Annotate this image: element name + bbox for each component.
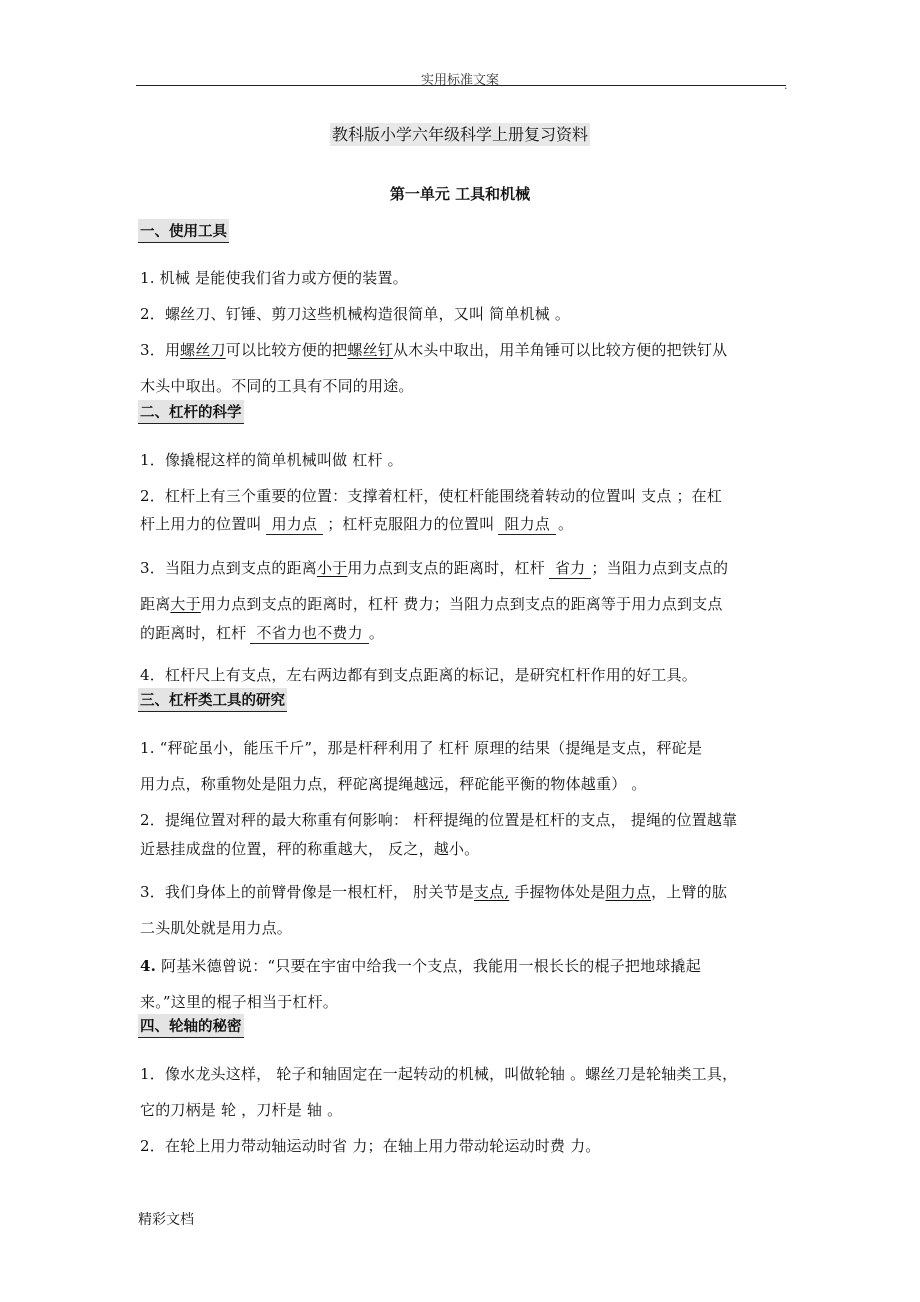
paragraph-line: 1．像撬棍这样的简单机械叫做 杠杆 。	[140, 451, 403, 469]
section-heading-2: 二、杠杆的科学	[138, 400, 244, 424]
text-run: 阿基米德曾说：“只要在宇宙中给我一个支点，我能用一根长长的棍子把地球撬起	[156, 957, 701, 975]
text-run: 。	[368, 624, 385, 642]
section-heading-1: 一、使用工具	[138, 219, 229, 243]
text-run: ；杠杆克服阻力的位置叫	[327, 515, 495, 533]
paragraph-line	[140, 557, 728, 579]
section-heading-3: 三、杠杆类工具的研究	[138, 688, 287, 712]
item-number: 4.	[140, 957, 157, 975]
paragraph-line	[140, 955, 701, 976]
paragraph-line	[140, 593, 723, 614]
paragraph-line	[140, 881, 727, 902]
underlined-term: 大于	[170, 595, 201, 613]
paragraph-line: 4．杠杆尺上有支点，左右两边都有到支点距离的标记，是研究杠杆作用的好工具。	[140, 666, 697, 684]
text-run: 用力点到支点的距离时，杠杆 费力；当阻力点到支点的距离等于用力点到支点	[200, 595, 723, 613]
paragraph-line: 2．提绳位置对秤的最大称重有何影响： 杆秤提绳的位置是杠杆的支点， 提绳的位置越靠	[140, 811, 738, 829]
paragraph-line	[140, 622, 384, 644]
paragraph-line: 二头肌处就是用力点。	[140, 919, 293, 937]
underlined-term: 支点,	[473, 883, 510, 901]
text-run: ；当阻力点到支点的	[591, 559, 729, 577]
underlined-term: 阻力点	[605, 883, 652, 901]
unit-title: 第一单元 工具和机械	[389, 185, 531, 203]
fill-blank-answer: 阻力点	[498, 515, 556, 535]
fill-blank-answer: 用力点	[266, 515, 324, 535]
underlined-term: 螺丝钉	[347, 341, 393, 359]
paragraph-line	[140, 513, 573, 535]
text-run: 3．用	[140, 341, 181, 359]
header-rule	[136, 85, 786, 86]
text-run: 的距离时，杠杆	[140, 624, 247, 642]
paragraph-line: 木头中取出。不同的工具有不同的用途。	[140, 377, 414, 395]
text-run: 。	[558, 515, 574, 533]
text-run: 从木头中取出，用羊角锤可以比较方便的把铁钉从	[392, 341, 728, 359]
paragraph-line: 来。”这里的棍子相当于杠杆。	[140, 993, 338, 1011]
text-run: 距离	[140, 595, 171, 613]
section-heading-4: 四、轮轴的秘密	[138, 1014, 244, 1038]
paragraph-line: 近悬挂成盘的位置，秤的称重越大， 反之，越小。	[140, 840, 480, 858]
document-title	[0, 122, 920, 145]
paragraph-line: 2．杠杆上有三个重要的位置：支撑着杠杆，使杠杆能围绕着转动的位置叫 支点 ；在杠	[140, 487, 723, 505]
paragraph-line: 1. 机械 是能使我们省力或方便的装置。	[140, 269, 408, 287]
text-run: 可以比较方便的把	[225, 341, 348, 359]
underlined-term: 螺丝刀	[180, 341, 226, 359]
underlined-term: 小于	[316, 559, 348, 577]
text-run: 手握物体处是	[509, 883, 606, 901]
paragraph-line	[140, 339, 727, 360]
fill-blank-answer: 不省力也不费力	[250, 624, 368, 644]
paragraph-line: 用力点，称重物处是阻力点，秤砣离提绳越远，秤砣能平衡的物体越重） 。	[140, 775, 647, 793]
paragraph-line: 1. “秤砣虽小，能压千斤”，那是杆秤利用了 杠杆 原理的结果（提绳是支点，秤砣是	[140, 739, 703, 757]
fill-blank-answer: 省力	[549, 559, 591, 579]
text-run: 杆上用力的位置叫	[140, 515, 262, 533]
text-run: 用力点到支点的距离时，杠杆	[347, 559, 545, 577]
page-footer: 精彩文档	[138, 1212, 194, 1228]
header-dot: .	[784, 79, 788, 92]
text-run: ，上臂的肱	[651, 883, 728, 901]
paragraph-line: 2．在轮上用力带动轴运动时省 力；在轴上用力带动轮运动时费 力。	[140, 1137, 601, 1155]
page-header: 实用标准文案	[420, 73, 499, 88]
document-title-text: 教科版小学六年级科学上册复习资料	[331, 125, 588, 144]
paragraph-line: 它的刀柄是 轮 ，刀杆是 轴 。	[140, 1101, 343, 1119]
text-run: 3．我们身体上的前臂骨像是一根杠杆， 肘关节是	[140, 883, 474, 901]
paragraph-line: 2．螺丝刀、钉锤、剪刀这些机械构造很简单，又叫 简单机械 。	[140, 305, 571, 323]
paragraph-line: 1．像水龙头这样， 轮子和轴固定在一起转动的机械，叫做轮轴 。螺丝刀是轮轴类工具，	[140, 1065, 738, 1083]
text-run: 3．当阻力点到支点的距离	[140, 559, 317, 577]
